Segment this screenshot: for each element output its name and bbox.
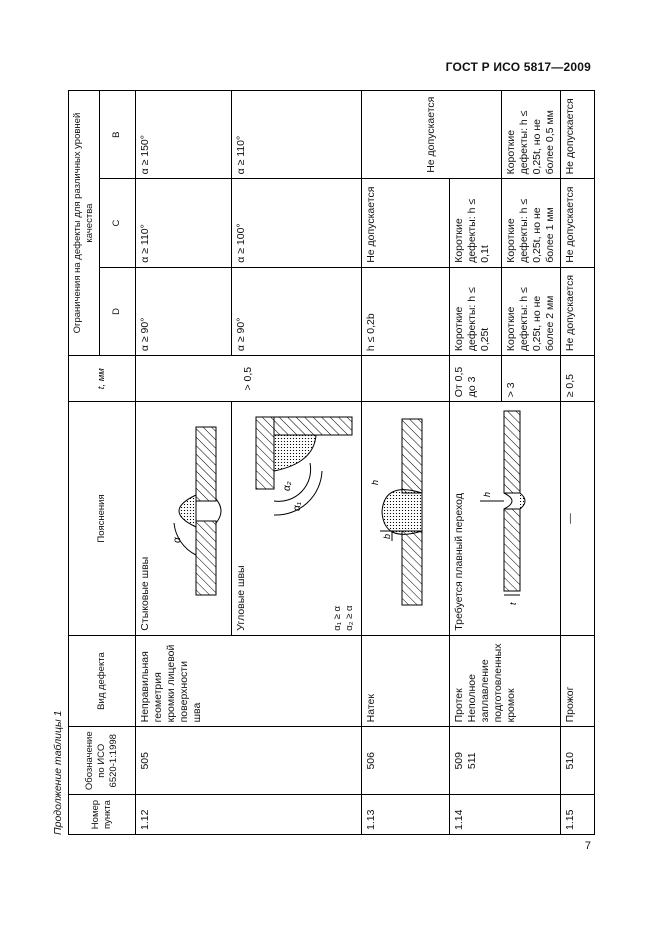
col-iso-code: Обозначение по ИСО 6520-1:1998 — [69, 727, 136, 795]
limit-d: α ≥ 90° — [135, 267, 231, 355]
explanation-dash: — — [561, 402, 595, 635]
col-level-d: D — [99, 267, 135, 355]
explanation-overlap — [361, 402, 449, 635]
limit-d: h ≤ 0,2b — [361, 267, 449, 355]
defects-table — [68, 90, 595, 835]
thickness-value: ≥ 0,5 — [561, 356, 595, 402]
limit-c: Не допускается — [361, 179, 449, 267]
defect-type: Прожог — [561, 635, 595, 727]
explanation-butt — [135, 402, 231, 635]
fillet-weld-figure — [250, 395, 358, 575]
col-thickness: t, мм — [69, 356, 136, 402]
limit-b: Не допускается — [561, 91, 595, 179]
table-caption: Продолжение таблицы 1 — [52, 710, 64, 835]
col-item-number: Номер пункта — [69, 795, 136, 835]
limit-b: α ≥ 150° — [135, 91, 231, 179]
col-level-b: B — [99, 91, 135, 179]
limit-b: Короткие дефекты: h ≤ 0,25t, но не более 0,5 мм — [501, 91, 561, 179]
limit-c: α ≥ 100° — [231, 179, 361, 267]
butt-weld-figure — [156, 387, 230, 635]
t-label: t — [507, 602, 518, 605]
table-row — [449, 91, 501, 835]
butt-welds-label: Стыковые швы — [138, 556, 151, 631]
smooth-transition-note: Требуется плавный переход — [452, 493, 465, 631]
fillet-welds-label: Угловые швы — [234, 565, 247, 631]
limit-c: Короткие дефекты: h ≤ 0,1t — [449, 179, 501, 267]
iso-code-a: 509 — [452, 752, 465, 770]
limit-d: Короткие дефекты: h ≤ 0,25t, но не более 2 мм — [501, 267, 561, 355]
explanation-fillet — [231, 402, 361, 635]
h-label: h — [481, 491, 492, 497]
defect-type: Протек Неполное заплавление подготовленных кромок — [449, 635, 561, 727]
limit-c: Короткие дефекты: h ≤ 0,25t, но не более 1 мм — [501, 179, 561, 267]
item-number: 1.12 — [135, 795, 361, 835]
iso-code — [449, 727, 561, 795]
alpha2-label: α₂ — [281, 481, 293, 491]
formula-alpha1: α₁ ≥ α — [332, 606, 344, 631]
limit-b-merged: Не допускается — [361, 91, 501, 179]
limit-d: Не допускается — [561, 267, 595, 355]
document-header: ГОСТ Р ИСО 5817—2009 — [445, 60, 591, 74]
page-number: 7 — [584, 840, 591, 852]
limit-c: Не допускается — [561, 179, 595, 267]
formula-alpha2: α₂ ≥ α — [344, 605, 356, 631]
underfill-figure — [468, 387, 560, 635]
alpha1-label: α₁ — [291, 501, 303, 511]
rotated-content — [52, 90, 577, 835]
defect-type: Натек — [361, 635, 449, 727]
limit-c: α ≥ 110° — [135, 179, 231, 267]
h-label: h — [369, 479, 380, 485]
table-row — [561, 91, 595, 835]
item-number: 1.15 — [561, 795, 595, 835]
thickness-value: > 0,5 — [135, 356, 361, 402]
overlap-figure — [362, 387, 448, 635]
b-label: b — [381, 533, 392, 539]
item-number: 1.13 — [361, 795, 449, 835]
col-defect-type: Вид дефекта — [69, 635, 136, 727]
iso-code: 506 — [361, 727, 449, 795]
iso-code: 510 — [561, 727, 595, 795]
explanation-underfill — [449, 402, 561, 635]
col-level-c: C — [99, 179, 135, 267]
limit-d: Короткие дефекты: h ≤ 0,25t — [449, 267, 501, 355]
defect-type: Неправильная геометрия кромки лицевой поверхности шва — [135, 635, 361, 727]
iso-code-b: 511 — [465, 752, 478, 770]
rotated-table-area — [52, 90, 577, 835]
limit-d: α ≥ 90° — [231, 267, 361, 355]
alpha-label: α — [171, 537, 183, 543]
thickness-value: От 0,5 до 3 — [449, 356, 501, 402]
table-row — [361, 91, 449, 835]
iso-code: 505 — [135, 727, 361, 795]
item-number: 1.14 — [449, 795, 561, 835]
thickness-value: > 3 — [501, 356, 561, 402]
table-row — [135, 91, 231, 835]
col-explanation: Пояснения — [69, 402, 136, 635]
limit-b: α ≥ 110° — [231, 91, 361, 179]
col-limits-group: Ограничения на дефекты для различных уровней качества — [69, 91, 100, 356]
